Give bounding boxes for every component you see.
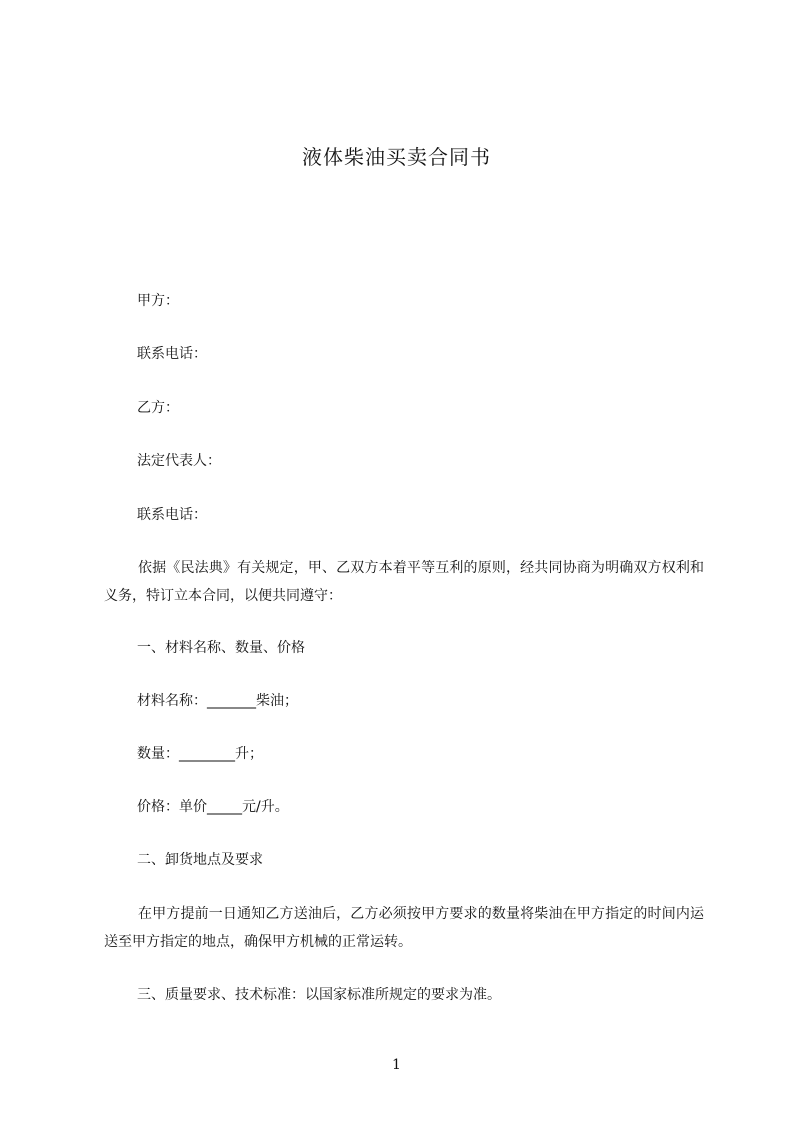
preamble-paragraph: 依据《民法典》有关规定，甲、乙双方本着平等互利的原则，经共同协商为明确双方权利和义务，特订立本合同，以便共同遵守： — [104, 560, 704, 604]
section-2-paragraph: 在甲方提前一日通知乙方送油后，乙方必须按甲方要求的数量将柴油在甲方指定的时间内运送至甲方指定的地点，确保甲方机械的正常运转。 — [104, 906, 704, 950]
price-line: 价格：单价_____元/升。 — [137, 799, 289, 815]
contact-phone-label-2: 联系电话： — [137, 507, 207, 523]
party-a-label: 甲方： — [137, 293, 179, 309]
section-2-heading: 二、卸货地点及要求 — [137, 852, 263, 868]
page-number: 1 — [392, 1057, 401, 1073]
material-name-line: 材料名称：_______柴油； — [137, 693, 298, 709]
quantity-line: 数量：________升； — [137, 746, 263, 762]
party-b-label: 乙方： — [137, 400, 179, 416]
section-1-heading: 一、材料名称、数量、价格 — [137, 640, 305, 656]
document-title: 液体柴油买卖合同书 — [302, 145, 491, 169]
section-3-heading: 三、质量要求、技术标准：以国家标准所规定的要求为准。 — [137, 987, 501, 1003]
legal-representative-label: 法定代表人： — [137, 453, 221, 469]
contact-phone-label: 联系电话： — [137, 346, 207, 362]
